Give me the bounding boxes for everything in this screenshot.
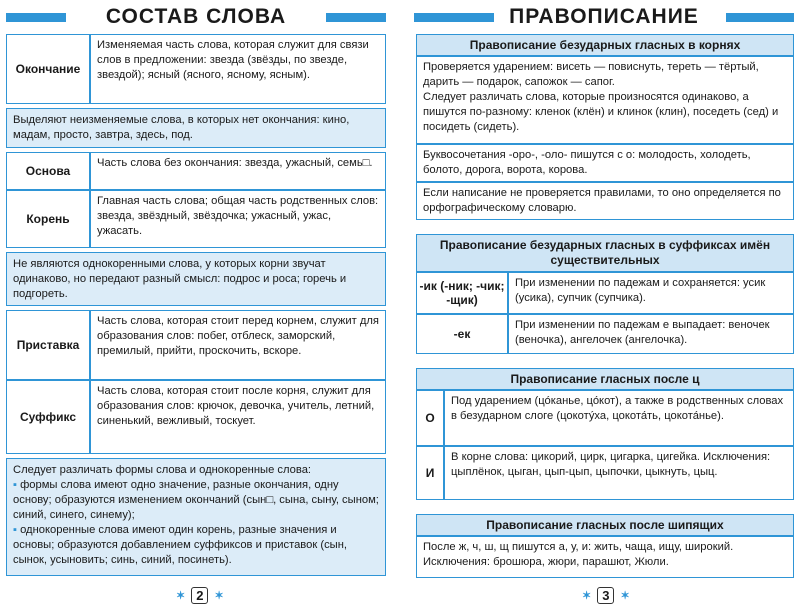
ts-o-label: О xyxy=(416,390,444,446)
star-icon: ✶ xyxy=(582,590,592,602)
star-icon: ✶ xyxy=(176,590,186,602)
right-header xyxy=(414,4,794,30)
ts-o-rule: Под ударением (цо́канье, цо́кот), а также в родственных словах в безударном слоге (цокоту́ха, цокота́ть, цокота́нье). xyxy=(444,390,794,446)
section-header-after-ts: Правописание гласных после ц xyxy=(416,368,794,390)
page-title: СОСТАВ СЛОВА xyxy=(98,5,294,28)
roots-rule-oro-olo: Буквосочетания -оро-, -оло- пишутся с о: молодость, холодеть, болото, дорога, ворота, корова. xyxy=(416,144,794,182)
suffix-ik-label: -ик (-ник; -чик; -щик) xyxy=(416,272,508,314)
roots-rule-stress: Проверяется ударением: висеть — повиснуть, тереть — тёртый, дарить — подарок, сапожок — сапог. xyxy=(423,61,759,88)
page-number-value: 2 xyxy=(191,587,208,604)
note-bullet-forms: формы слова имеют одно значение, разные окончания, одну основу; образуются изменением окончаний (сын□, сына, сыну, сыном; синий, синего, синему); xyxy=(13,479,379,521)
suffix-ik-rule: При изменении по падежам и сохраняется: усик (усика), супчик (супчика). xyxy=(508,272,794,314)
roots-rule-dictionary: Если написание не проверяется правилами, то оно определяется по орфографическому словарю. xyxy=(416,182,794,220)
suffix-ek-rule: При изменении по падежам е выпадает: веночек (веночка), ангелочек (ангелочка). xyxy=(508,314,794,354)
suffix-definition: Часть слова, которая стоит после корня, служит для образования слов: крючок, девочка, учитель, летний, синенький, вежливый, тоскует. xyxy=(90,380,386,454)
page-title: ПРАВОПИСАНИЕ xyxy=(501,5,707,28)
ts-i-label: И xyxy=(416,446,444,500)
ending-label: Окончание xyxy=(6,34,90,104)
right-page xyxy=(408,0,800,606)
roots-rules xyxy=(416,56,794,144)
section-header-roots: Правописание безударных гласных в корнях xyxy=(416,34,794,56)
prefix-definition: Часть слова, которая стоит перед корнем, служит для образования слов: побег, отблеск, заморский, премилый, прийти, проскочить, вскоре. xyxy=(90,310,386,380)
roots-rule-homophones: Следует различать слова, которые произносятся одинаково, а пишутся по-разному: кленок (клён) и клинок (клин), поседеть (сед) и посидеть (сидеть). xyxy=(423,91,779,133)
base-label: Основа xyxy=(6,152,90,190)
prefix-label: Приставка xyxy=(6,310,90,380)
star-icon: ✶ xyxy=(620,590,630,602)
left-header xyxy=(6,4,386,30)
page-number-value: 3 xyxy=(597,587,614,604)
note-intro: Следует различать формы слова и однокоренные слова: xyxy=(13,464,312,476)
left-page xyxy=(0,0,392,606)
note-bullet-cognates: однокоренные слова имеют один корень, разные значения и основы; образуются добавлением суффиксов и приставок (сын, сынок, усыновить; синь, синий, посинеть). xyxy=(13,524,347,566)
ts-i-rule: В корне слова: цикорий, цирк, цигарка, цигейка. Исключения: цыплёнок, цыган, цып-цып, цыпочки, цыкнуть, цыц. xyxy=(444,446,794,500)
bullet-icon: ▪ xyxy=(13,479,21,491)
bullet-icon: ▪ xyxy=(13,524,21,536)
star-icon: ✶ xyxy=(214,590,224,602)
page-number xyxy=(582,587,630,604)
base-definition: Часть слова без окончания: звезда, ужасный, семь□. xyxy=(90,152,386,190)
root-label: Корень xyxy=(6,190,90,248)
ending-definition: Изменяемая часть слова, которая служит для связи слов в предложении: звезда (звёзды, по звезде, звездой); ясный (ясного, ясному, ясным). xyxy=(90,34,386,104)
suffix-ek-label: -ек xyxy=(416,314,508,354)
note-homonym-roots: Не являются однокоренными слова, у которых корни звучат одинаково, но передают разный смысл: подрос и роса; горечь и подгореть. xyxy=(6,252,386,306)
page-number xyxy=(176,587,224,604)
section-header-after-sibilants: Правописание гласных после шипящих xyxy=(416,514,794,536)
note-unchangeable: Выделяют неизменяемые слова, в которых нет окончания: кино, мадам, просто, завтра, здесь, под. xyxy=(6,108,386,148)
note-forms-vs-cognates xyxy=(6,458,386,576)
root-definition: Главная часть слова; общая часть родственных слов: звезда, звёздный, звёздочка; ужасный, ужас, ужасать. xyxy=(90,190,386,248)
sibilants-rule: После ж, ч, ш, щ пишутся а, у, и: жить, чаща, ищу, широкий. Исключения: брошюра, жюри, парашют, Жюли. xyxy=(416,536,794,578)
suffix-label: Суффикс xyxy=(6,380,90,454)
section-header-suffixes: Правописание безударных гласных в суффиксах имён существительных xyxy=(416,234,794,272)
